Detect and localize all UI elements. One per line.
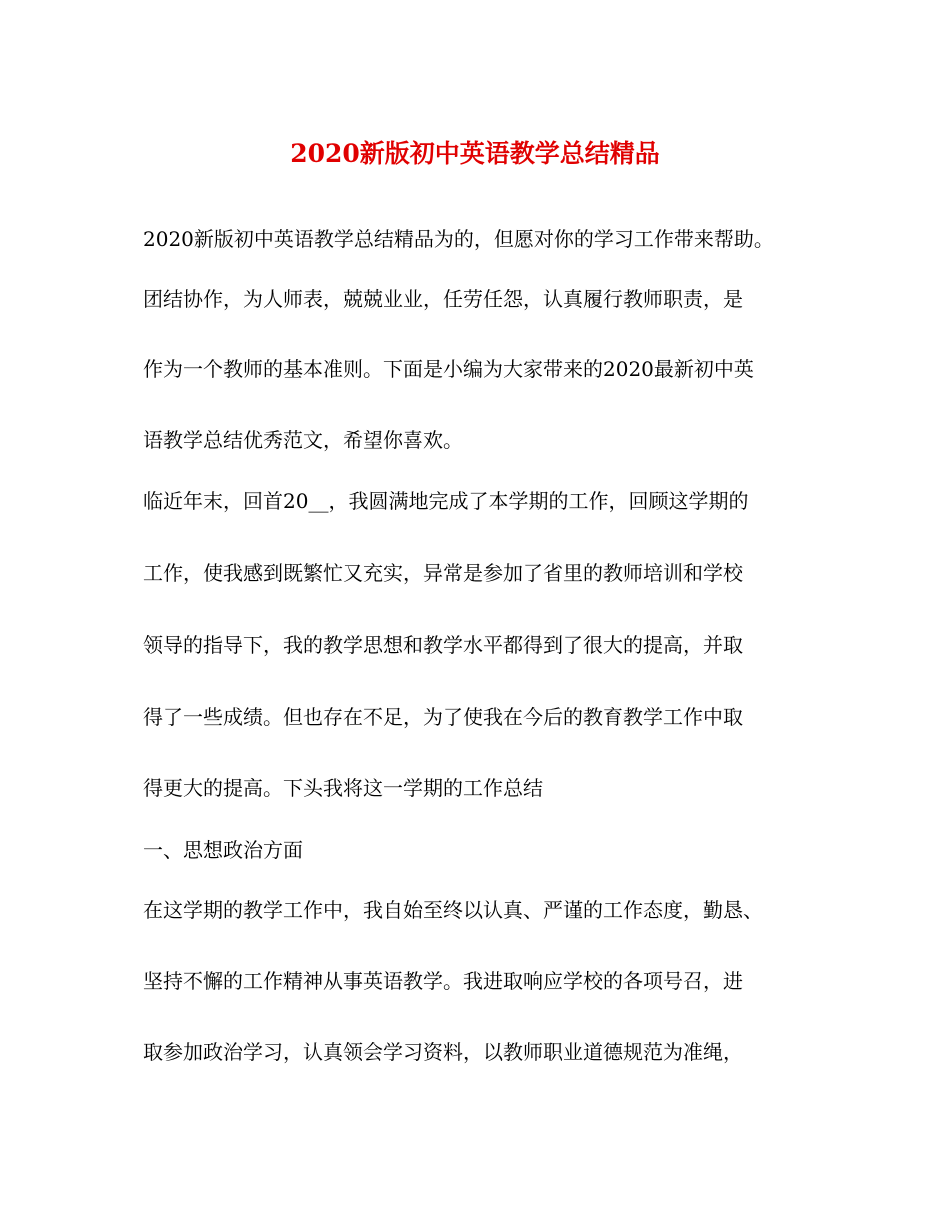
paragraph-line: 取参加政治学习，认真领会学习资料，以教师职业道德规范为准绳，: [143, 1040, 743, 1064]
paragraph-line: 工作，使我感到既繁忙又充实，异常是参加了省里的教师培训和学校: [143, 561, 743, 585]
paragraph-line: 领导的指导下，我的教学思想和教学水平都得到了很大的提高，并取: [143, 633, 743, 657]
document-title: 2020新版初中英语教学总结精品: [290, 139, 660, 168]
paragraph-line: 坚持不懈的工作精神从事英语教学。我进取响应学校的各项号召，进: [143, 969, 743, 993]
section-heading: 一、思想政治方面: [143, 838, 303, 862]
paragraph-line: 在这学期的教学工作中，我自始至终以认真、严谨的工作态度，勤恳、: [143, 898, 763, 922]
paragraph-line: 团结协作，为人师表，兢兢业业，任劳任怨，认真履行教师职责，是: [143, 287, 743, 311]
paragraph-line: 得了一些成绩。但也存在不足，为了使我在今后的教育教学工作中取: [143, 705, 743, 729]
paragraph-line: 临近年末，回首20__，我圆满地完成了本学期的工作，回顾这学期的: [143, 489, 749, 513]
paragraph-line: 作为一个教师的基本准则。下面是小编为大家带来的2020最新初中英: [143, 357, 754, 381]
paragraph-line: 得更大的提高。下头我将这一学期的工作总结: [143, 776, 543, 800]
paragraph-line: 语教学总结优秀范文，希望你喜欢。: [143, 428, 463, 452]
paragraph-line: 2020新版初中英语教学总结精品为的，但愿对你的学习工作带来帮助。: [143, 227, 774, 251]
